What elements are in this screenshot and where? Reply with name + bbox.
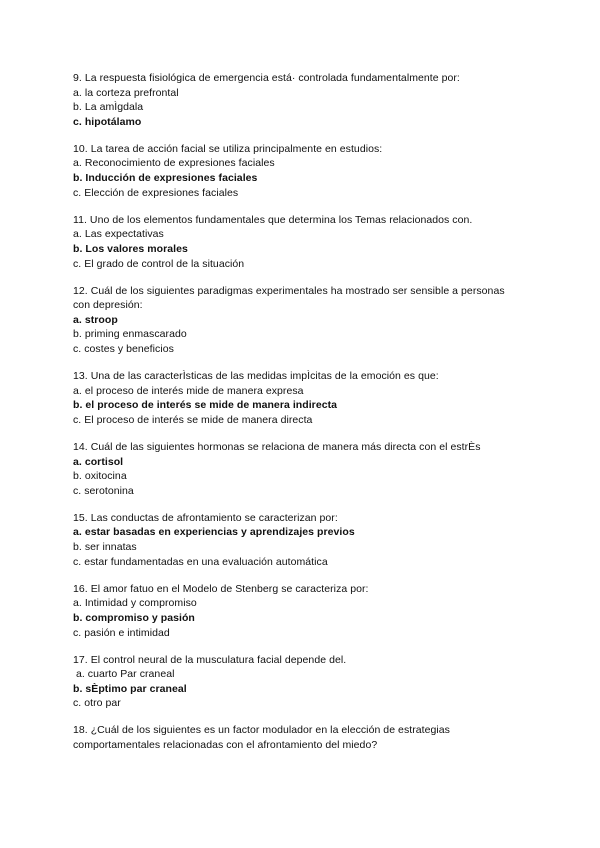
answer-option: c. estar fundamentadas en una evaluación automática bbox=[73, 555, 328, 568]
answer-option-correct: b. sÈptimo par craneal bbox=[73, 682, 187, 695]
answer-option: c. serotonina bbox=[73, 484, 134, 497]
answer-option-correct: b. Inducción de expresiones faciales bbox=[73, 172, 258, 185]
answer-option: b. oxitocina bbox=[73, 470, 127, 483]
question-block bbox=[73, 142, 543, 200]
answer-option: c. El proceso de interés se mide de manera directa bbox=[73, 413, 313, 426]
question-prompt: 18. ¿Cuál de los siguientes es un factor modulador en la elección de estrategias bbox=[73, 724, 450, 737]
question-block bbox=[73, 369, 543, 427]
answer-option: a. Intimidad y compromiso bbox=[73, 597, 197, 610]
question-prompt: 11. Uno de los elementos fundamentales que determina los Temas relacionados con. bbox=[73, 213, 473, 226]
answer-option: c. pasión e intimidad bbox=[73, 626, 170, 639]
question-block bbox=[73, 511, 543, 569]
question-block bbox=[73, 582, 543, 640]
question-prompt: comportamentales relacionadas con el afrontamiento del miedo? bbox=[73, 739, 378, 752]
answer-option: c. costes y beneficios bbox=[73, 343, 174, 355]
question-block bbox=[73, 723, 543, 752]
question-prompt: 17. El control neural de la musculatura facial depende del. bbox=[73, 653, 347, 666]
question-block bbox=[73, 653, 543, 711]
answer-option-correct: b. compromiso y pasión bbox=[73, 611, 195, 624]
answer-option: b. La amÌgdala bbox=[73, 101, 144, 114]
answer-option: b. ser innatas bbox=[73, 541, 137, 554]
answer-option-correct: a. cortisol bbox=[73, 455, 124, 468]
answer-option: a. Reconocimiento de expresiones faciales bbox=[73, 157, 275, 170]
answer-option-correct: a. stroop bbox=[73, 313, 118, 326]
question-prompt: 13. Una de las caracterÌsticas de las medidas impÌcitas de la emoción es que: bbox=[73, 370, 439, 383]
answer-option: a. la corteza prefrontal bbox=[73, 86, 179, 99]
answer-option: c. Elección de expresiones faciales bbox=[73, 186, 239, 199]
question-prompt: 10. La tarea de acción facial se utiliza principalmente en estudios: bbox=[73, 142, 383, 155]
question-block bbox=[73, 440, 543, 498]
question-prompt: 16. El amor fatuo en el Modelo de Stenberg se caracteriza por: bbox=[73, 582, 369, 595]
question-prompt: 12. Cuál de los siguientes paradigmas experimentales ha mostrado ser sensible a personas bbox=[73, 284, 505, 297]
question-prompt: 14. Cuál de las siguientes hormonas se relaciona de manera más directa con el estrÈs bbox=[73, 440, 481, 453]
answer-option-correct: b. Los valores morales bbox=[73, 242, 188, 255]
question-block bbox=[73, 284, 543, 357]
answer-option: c. El grado de control de la situación bbox=[73, 257, 245, 270]
answer-option: b. priming enmascarado bbox=[73, 328, 187, 341]
answer-option: a. cuarto Par craneal bbox=[73, 668, 175, 681]
question-prompt: 15. Las conductas de afrontamiento se caracterizan por: bbox=[73, 511, 338, 524]
answer-option-correct: b. el proceso de interés se mide de manera indirecta bbox=[73, 399, 338, 412]
answer-option: a. el proceso de interés mide de manera expresa bbox=[73, 384, 304, 397]
question-prompt: con depresión: bbox=[73, 299, 143, 312]
exam-page bbox=[73, 71, 543, 765]
answer-option: c. otro par bbox=[73, 697, 121, 710]
answer-option-correct: a. estar basadas en experiencias y aprendizajes previos bbox=[73, 526, 355, 539]
answer-option-correct: c. hipotálamo bbox=[73, 115, 142, 128]
answer-option: a. Las expectativas bbox=[73, 228, 164, 241]
question-prompt: 9. La respuesta fisiológica de emergencia está· controlada fundamentalmente por: bbox=[73, 72, 460, 84]
question-block bbox=[73, 213, 543, 271]
question-block bbox=[73, 71, 543, 129]
